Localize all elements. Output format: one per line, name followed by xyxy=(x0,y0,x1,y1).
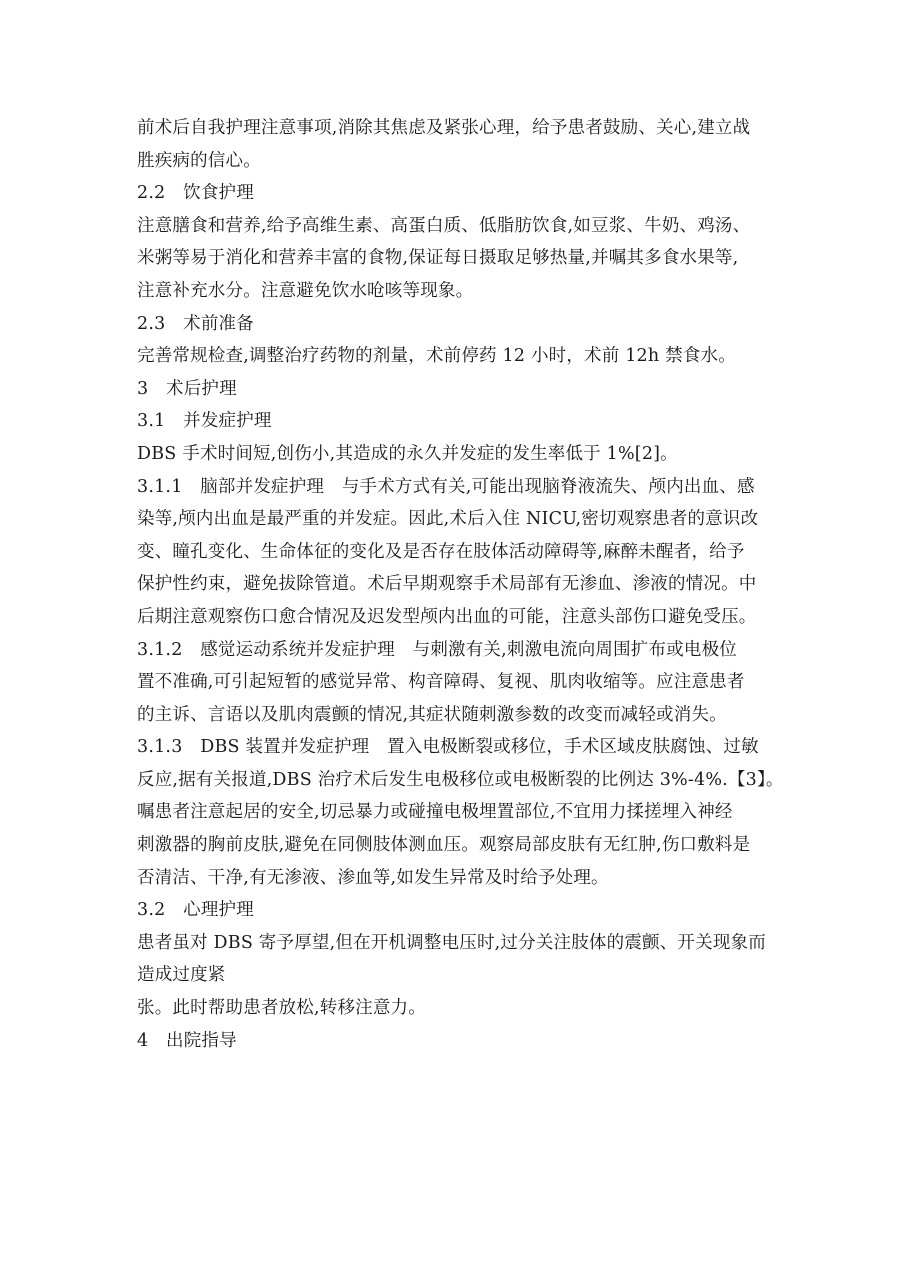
section-heading-3-1: 3.1 并发症护理 xyxy=(137,411,272,432)
paragraph-line: 反应,据有关报道,DBS 治疗术后发生电极移位或电极断裂的比例达 3%-4%.【3】。 xyxy=(137,769,784,790)
paragraph-line: 染等,颅内出血是最严重的并发症。因此,术后入住 NICU,密切观察患者的意识改 xyxy=(137,509,759,530)
paragraph-line: 3.1.2 感觉运动系统并发症护理 与刺激有关,刺激电流向周围扩布或电极位 xyxy=(137,639,737,660)
paragraph-line: 米粥等易于消化和营养丰富的食物,保证每日摄取足够热量,并嘱其多食水果等, xyxy=(137,248,739,269)
paragraph-line: 后期注意观察伤口愈合情况及迟发型颅内出血的可能，注意头部伤口避免受压。 xyxy=(137,606,757,627)
paragraph-line: 张。此时帮助患者放松,转移注意力。 xyxy=(137,998,426,1019)
paragraph-line: 置不准确,可引起短暂的感觉异常、构音障碍、复视、肌肉收缩等。应注意患者 xyxy=(137,672,745,693)
paragraph-line: DBS 手术时间短,创伤小,其造成的永久并发症的发生率低于 1%[2]。 xyxy=(137,443,678,464)
paragraph-line: 完善常规检查,调整治疗药物的剂量，术前停药 12 小时，术前 12h 禁食水。 xyxy=(137,346,736,367)
paragraph-line: 患者虽对 DBS 寄予厚望,但在开机调整电压时,过分关注肢体的震颤、开关现象而 xyxy=(137,932,766,953)
paragraph-line: 保护性约束，避免拔除管道。术后早期观察手术局部有无渗血、渗液的情况。中 xyxy=(137,574,757,595)
paragraph-line: 变、瞳孔变化、生命体征的变化及是否存在肢体活动障碍等,麻醉未醒者，给予 xyxy=(137,541,745,562)
section-heading-2-2: 2.2 饮食护理 xyxy=(137,183,254,204)
paragraph-line: 的主诉、言语以及肌肉震颤的情况,其症状随刺激参数的改变而减轻或消失。 xyxy=(137,704,727,725)
paragraph-line: 胜疾病的信心。 xyxy=(137,150,261,171)
paragraph-line: 注意补充水分。注意避免饮水呛咳等现象。 xyxy=(137,280,474,301)
paragraph-line: 3.1.3 DBS 装置并发症护理 置入电极断裂或移位，手术区域皮肤腐蚀、过敏 xyxy=(137,737,759,758)
paragraph-line: 否清洁、干净,有无渗液、渗血等,如发生异常及时给予处理。 xyxy=(137,867,609,888)
document-body xyxy=(137,112,784,1057)
paragraph-line: 刺激器的胸前皮肤,避免在同侧肢体测血压。观察局部皮肤有无红肿,伤口敷料是 xyxy=(137,835,751,856)
paragraph-line: 造成过度紧 xyxy=(137,965,226,986)
paragraph-line: 前术后自我护理注意事项,消除其焦虑及紧张心理，给予患者鼓励、关心,建立战 xyxy=(137,118,751,138)
paragraph-line: 3.1.1 脑部并发症护理 与手术方式有关,可能出现脑脊液流失、颅内出血、感 xyxy=(137,476,755,497)
section-heading-3-2: 3.2 心理护理 xyxy=(137,900,254,921)
section-heading-3: 3 术后护理 xyxy=(137,378,237,399)
paragraph-line: 注意膳食和营养,给予高维生素、高蛋白质、低脂肪饮食,如豆浆、牛奶、鸡汤、 xyxy=(137,215,751,236)
paragraph-line: 嘱患者注意起居的安全,切忌暴力或碰撞电极埋置部位,不宜用力揉搓埋入神经 xyxy=(137,802,733,823)
section-heading-4: 4 出院指导 xyxy=(137,1030,237,1051)
section-heading-2-3: 2.3 术前准备 xyxy=(137,313,254,334)
